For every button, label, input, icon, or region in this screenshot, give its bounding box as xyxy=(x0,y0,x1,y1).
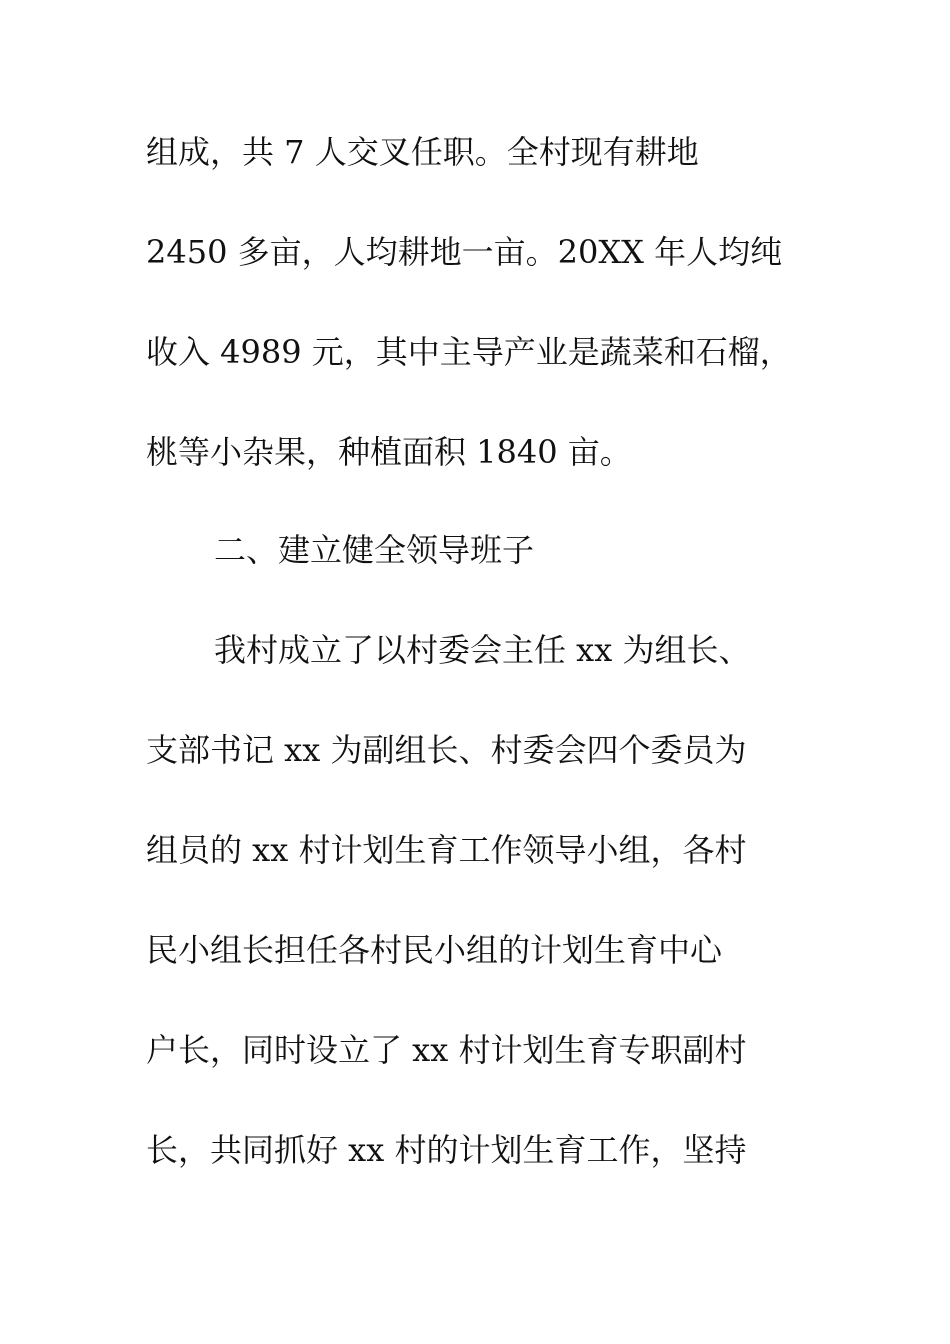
body-line: 支部书记 xx 为副组长、村委会四个委员为 xyxy=(146,731,747,769)
body-line: 桃等小杂果，种植面积 1840 亩。 xyxy=(146,433,632,471)
body-line: 收入 4989 元，其中主导产业是蔬菜和石榴， xyxy=(146,333,792,371)
body-line: 2450 多亩，人均耕地一亩。20XX 年人均纯 xyxy=(146,233,783,271)
section-heading: 二、建立健全领导班子 xyxy=(214,531,535,569)
body-line: 民小组长担任各村民小组的计划生育中心 xyxy=(146,931,723,969)
body-line: 户长，同时设立了 xx 村计划生育专职副村 xyxy=(146,1031,747,1069)
body-line: 长，共同抓好 xx 村的计划生育工作，坚持 xyxy=(146,1131,747,1169)
body-line: 组员的 xx 村计划生育工作领导小组，各村 xyxy=(146,831,747,869)
body-line: 组成，共 7 人交叉任职。全村现有耕地 xyxy=(146,133,699,171)
paragraph-first-line: 我村成立了以村委会主任 xx 为组长、 xyxy=(214,631,751,669)
